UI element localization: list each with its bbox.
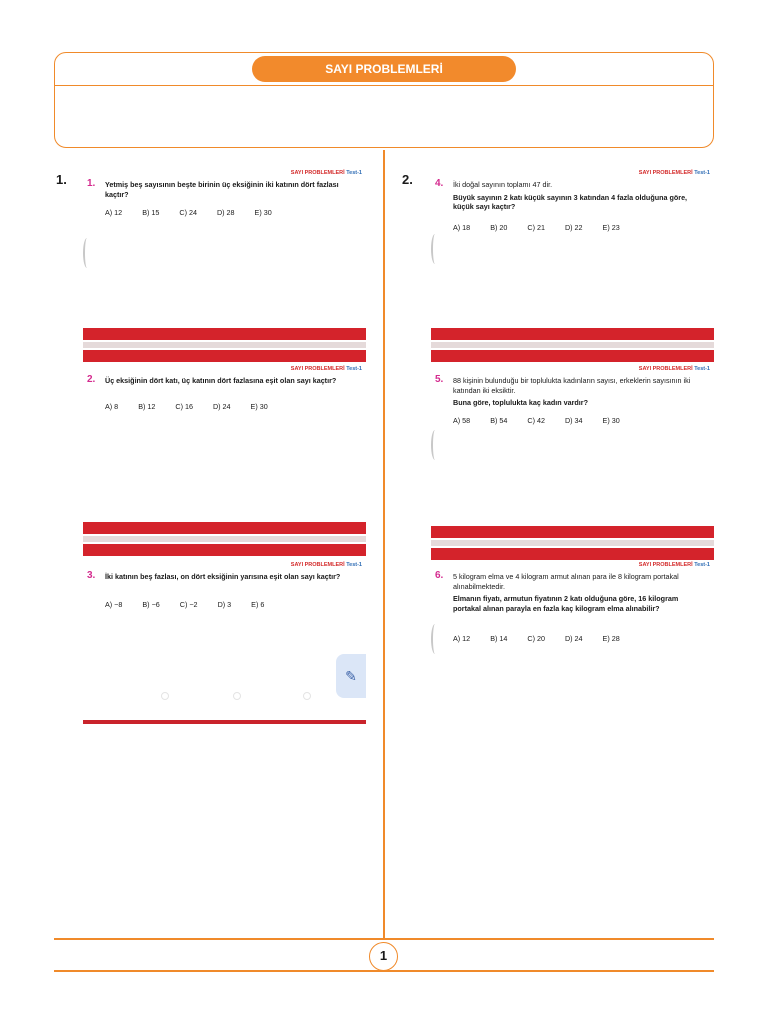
option-d[interactable]: D) 22: [564, 223, 583, 232]
question-number: 6.: [435, 570, 444, 581]
test-tag: SAYI PROBLEMLERİ Test-1: [290, 170, 362, 176]
question-number: 4.: [435, 178, 444, 189]
question-card-5: [431, 364, 714, 560]
option-b[interactable]: B) 54: [490, 416, 508, 425]
option-a[interactable]: A) 12: [105, 208, 123, 217]
option-b[interactable]: B) 12: [138, 402, 156, 411]
question-text: İki doğal sayının toplamı 47 dir. Büyük sayının 2 katı küçük sayının 3 katından 4 fazla olduğuna göre, küçük sayı kaçtır?: [453, 180, 688, 211]
answer-options: [453, 416, 640, 425]
question-number: 1.: [87, 178, 96, 189]
answer-options: [453, 223, 640, 232]
option-d[interactable]: D) 24: [212, 402, 231, 411]
nav-home-icon[interactable]: [233, 692, 241, 700]
option-a[interactable]: A) 18: [453, 223, 471, 232]
test-tag: SAYI PROBLEMLERİ Test-1: [638, 170, 710, 176]
page-title: SAYI PROBLEMLERİ: [252, 56, 516, 82]
option-b[interactable]: B) 15: [142, 208, 160, 217]
question-card-6: [431, 560, 714, 670]
option-c[interactable]: C) 42: [527, 416, 545, 425]
scroll-edge-mark: [431, 234, 439, 264]
red-divider-band: [431, 526, 714, 560]
nav-square-icon[interactable]: [161, 692, 169, 700]
bottom-red-bar: [83, 720, 366, 724]
option-b[interactable]: B) 20: [490, 223, 508, 232]
question-card-4: [431, 168, 714, 364]
question-card-2: [83, 364, 366, 560]
test-tag: SAYI PROBLEMLERİ Test-1: [290, 366, 362, 372]
option-e[interactable]: E) 23: [602, 223, 620, 232]
edit-pen-icon[interactable]: ✎: [336, 654, 366, 698]
question-text: Yetmiş beş sayısının beşte birinin üç eksiğinin iki katının dört fazlası kaçtır?: [105, 180, 339, 199]
nav-back-icon[interactable]: [303, 692, 311, 700]
red-divider-band: [431, 328, 714, 362]
option-d[interactable]: D) 28: [216, 208, 235, 217]
option-e[interactable]: E) 6: [251, 600, 265, 609]
option-d[interactable]: D) 24: [564, 634, 583, 643]
answer-options: [105, 402, 288, 411]
right-column-number: 2.: [402, 172, 413, 187]
option-c[interactable]: C) 16: [175, 402, 193, 411]
test-tag: SAYI PROBLEMLERİ Test-1: [638, 562, 710, 568]
option-c[interactable]: C) 24: [179, 208, 197, 217]
question-text: 5 kilogram elma ve 4 kilogram armut alınan para ile 8 kilogram portakal alınabilmektedir. Elmanın fiyatı, armutun fiyatının 2 katı olduğuna göre, 16 kilogram portakal alınan parayla en fazla kaç kilogram elma alınabilir?: [453, 572, 679, 613]
red-divider-band: [83, 328, 366, 362]
option-a[interactable]: A) 58: [453, 416, 471, 425]
column-divider: [383, 150, 385, 940]
test-tag: SAYI PROBLEMLERİ Test-1: [638, 366, 710, 372]
option-d[interactable]: D) 3: [217, 600, 232, 609]
footer-line-top: [54, 938, 714, 940]
option-e[interactable]: E) 30: [602, 416, 620, 425]
option-e[interactable]: E) 30: [254, 208, 272, 217]
header-divider: [55, 85, 713, 86]
option-a[interactable]: A) −8: [105, 600, 123, 609]
option-a[interactable]: A) 12: [453, 634, 471, 643]
question-card-1: [83, 168, 366, 364]
red-divider-band: [83, 522, 366, 556]
answer-options: [105, 208, 292, 217]
answer-options: [105, 600, 284, 609]
option-c[interactable]: C) 21: [527, 223, 545, 232]
test-tag: SAYI PROBLEMLERİ Test-1: [290, 562, 362, 568]
scroll-edge-mark: [83, 238, 91, 268]
question-text: İki katının beş fazlası, on dört eksiğinin yarısına eşit olan sayı kaçtır?: [105, 572, 341, 581]
question-card-3: [83, 560, 366, 724]
question-text: 88 kişinin bulunduğu bir toplulukta kadınların sayısı, erkeklerin sayısının iki katından iki eksiktir. Buna göre, toplulukta kaç kadın vardır?: [453, 376, 691, 407]
question-number: 3.: [87, 570, 96, 581]
page-number: 1: [369, 942, 398, 971]
option-b[interactable]: B) −6: [142, 600, 160, 609]
left-column-number: 1.: [56, 172, 67, 187]
option-d[interactable]: D) 34: [564, 416, 583, 425]
option-e[interactable]: E) 28: [602, 634, 620, 643]
answer-options: [453, 634, 640, 643]
question-number: 5.: [435, 374, 444, 385]
scroll-edge-mark: [431, 430, 439, 460]
scroll-edge-mark: [431, 624, 439, 654]
option-e[interactable]: E) 30: [250, 402, 268, 411]
question-text: Üç eksiğinin dört katı, üç katının dört fazlasına eşit olan sayı kaçtır?: [105, 376, 337, 385]
question-number: 2.: [87, 374, 96, 385]
option-a[interactable]: A) 8: [105, 402, 119, 411]
option-c[interactable]: C) −2: [179, 600, 198, 609]
option-b[interactable]: B) 14: [490, 634, 508, 643]
option-c[interactable]: C) 20: [527, 634, 545, 643]
